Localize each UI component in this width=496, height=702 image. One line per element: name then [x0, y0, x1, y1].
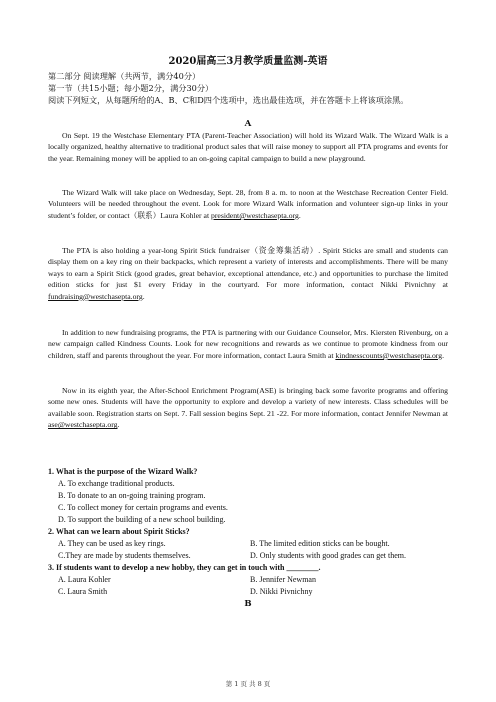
question-1-stem: 1. What is the purpose of the Wizard Walk? — [48, 467, 198, 476]
question-3-option-a[interactable]: A. Laura Kohler — [58, 575, 111, 584]
question-1-option-a[interactable]: A. To exchange traditional products. — [58, 479, 175, 488]
passage-b-label: B — [244, 599, 252, 609]
fundraising-email-link[interactable]: fundraising@westchasepta.org — [48, 291, 143, 301]
question-2-stem: 2. What can we learn about Spirit Sticks? — [48, 527, 190, 536]
question-1-option-c[interactable]: C. To collect money for certain programs and events. — [58, 503, 228, 512]
section-heading: 第一节（共15小题；每小题2分，满分30分） — [48, 83, 214, 93]
question-2-option-b[interactable]: B. The limited edition sticks can be bought. — [250, 539, 390, 548]
passage-a-paragraph-1: On Sept. 19 the Westchase Elementary PTA (Parent-Teacher Association) will hold its Wizard Walk. The Wizard Walk is a locally organized, healthy alternative to traditional product sales that will raise money to support all PTA programs and events for the year. Remaining money will be applied to an on-going capital campaign to build a new playground. — [48, 131, 448, 163]
question-1-option-d[interactable]: D. To support the building of a new school building. — [58, 515, 226, 524]
question-3-stem: 3. If students want to develop a new hobby, they can get in touch with ________. — [48, 563, 321, 572]
passage-a-paragraph-2: The Wizard Walk will take place on Wednesday, Sept. 28, from 8 a. m. to noon at the Westchase Recreation Center Field. Volunteers will be needed throughout the event. Look for more Wizard Walk information and volunteer sign-up links in your student’s folder, or contact（联系）Laura Kohler at president@westchasepta.org. — [48, 188, 448, 220]
question-2-option-a[interactable]: A. They can be used as key rings. — [58, 539, 166, 548]
instructions: 阅读下列短文，从每题所给的A、B、C和D四个选项中，选出最佳选项，并在答题卡上将该项涂黑。 — [48, 95, 409, 105]
kindness-email-link[interactable]: kindnesscounts@westchasepta.org — [335, 350, 443, 360]
passage-a-paragraph-3: The PTA is also holding a year-long Spirit Stick fundraiser（资金筹集活动）. Spirit Sticks are small and students can display them on a key ring on their backpacks, which represent a variety of interests and accomplishments. There will be many ways to earn a Spirit Stick (good grades, great behavior, exceptional attendance, etc.) and opportunities to purchase the limited edition sticks for just $1 every Friday in the courtyard. For more information, contact Nikki Pivnichny at fundraising@westchasepta.org. — [48, 246, 448, 301]
ase-email-link[interactable]: ase@westchasepta.org — [48, 420, 118, 430]
passage-a-paragraph-4: In addition to new fundraising programs, the PTA is partnering with our Guidance Counselor, Mrs. Kiersten Rivenburg, on a new campaign called Kindness Counts. Look for new recognitions and rewards as we continue to promote kindness from our children, staff and parents throughout the year. For more information, contact Laura Smith at kindnesscounts@westchasepta.org. — [48, 328, 448, 360]
paragraph-3-text: The PTA is also holding a year-long Spirit Stick fundraiser（资金筹集活动）. Spirit Sticks are small and students can display them on a key ring on their backpacks, which represent a variety of interests and accomplishments. There will be many ways to earn a Spirit Stick (good grades, great behavior, exceptional attendance, etc.) and opportunities to purchase the limited edition sticks for just $1 every Friday in the courtyard. For more information, contact Nikki Pivnichny at — [48, 246, 448, 290]
passage-a-label: A — [244, 119, 252, 129]
paragraph-5-text: Now in its eighth year, the After-School Enrichment Program(ASE) is bringing back some favorite programs and offering some new ones. Students will have the opportunity to explore and develop a variety of new interests. Class schedules will be available soon. Registration starts on Sept. 7. Fall session begins Sept. 21 -22. For more information, contact Jennifer Newman at — [48, 386, 448, 418]
question-2-option-c[interactable]: C.They are made by students themselves. — [58, 551, 191, 560]
question-1-option-b[interactable]: B. To donate to an on-going training program. — [58, 491, 206, 500]
question-2-option-d[interactable]: D. Only students with good grades can get them. — [250, 551, 406, 560]
question-3-option-c[interactable]: C. Laura Smith — [58, 587, 108, 596]
president-email-link[interactable]: president@westchasepta.org — [211, 210, 299, 220]
paragraph-4-text: In addition to new fundraising programs, the PTA is partnering with our Guidance Counselor, Mrs. Kiersten Rivenburg, on a new campaign called Kindness Counts. Look for new recognitions and rewards as we continue to promote kindness from our children, staff and parents throughout the year. For more information, contact Laura Smith at — [48, 328, 448, 360]
passage-a-paragraph-5: Now in its eighth year, the After-School Enrichment Program(ASE) is bringing back some favorite programs and offering some new ones. Students will have the opportunity to explore and develop a variety of new interests. Class schedules will be available soon. Registration starts on Sept. 7. Fall session begins Sept. 21 -22. For more information, contact Jennifer Newman at ase@westchasepta.org. — [48, 386, 448, 430]
part-heading: 第二部分 阅读理解（共两节，满分40分） — [48, 71, 201, 81]
paragraph-2-text: The Wizard Walk will take place on Wednesday, Sept. 28, from 8 a. m. to noon at the Westchase Recreation Center Field. Volunteers will be needed throughout the event. Look for more Wizard Walk information and volunteer sign-up links in your student’s folder, or contact（联系）Laura Kohler at — [48, 188, 448, 220]
page-footer: 第 1 页 共 8 页 — [225, 680, 271, 688]
page-title: 2020届高三3月教学质量监测-英语 — [168, 56, 328, 67]
question-3-option-b[interactable]: B. Jennifer Newman — [250, 575, 316, 584]
question-3-option-d[interactable]: D. Nikki Pivnichny — [250, 587, 313, 596]
